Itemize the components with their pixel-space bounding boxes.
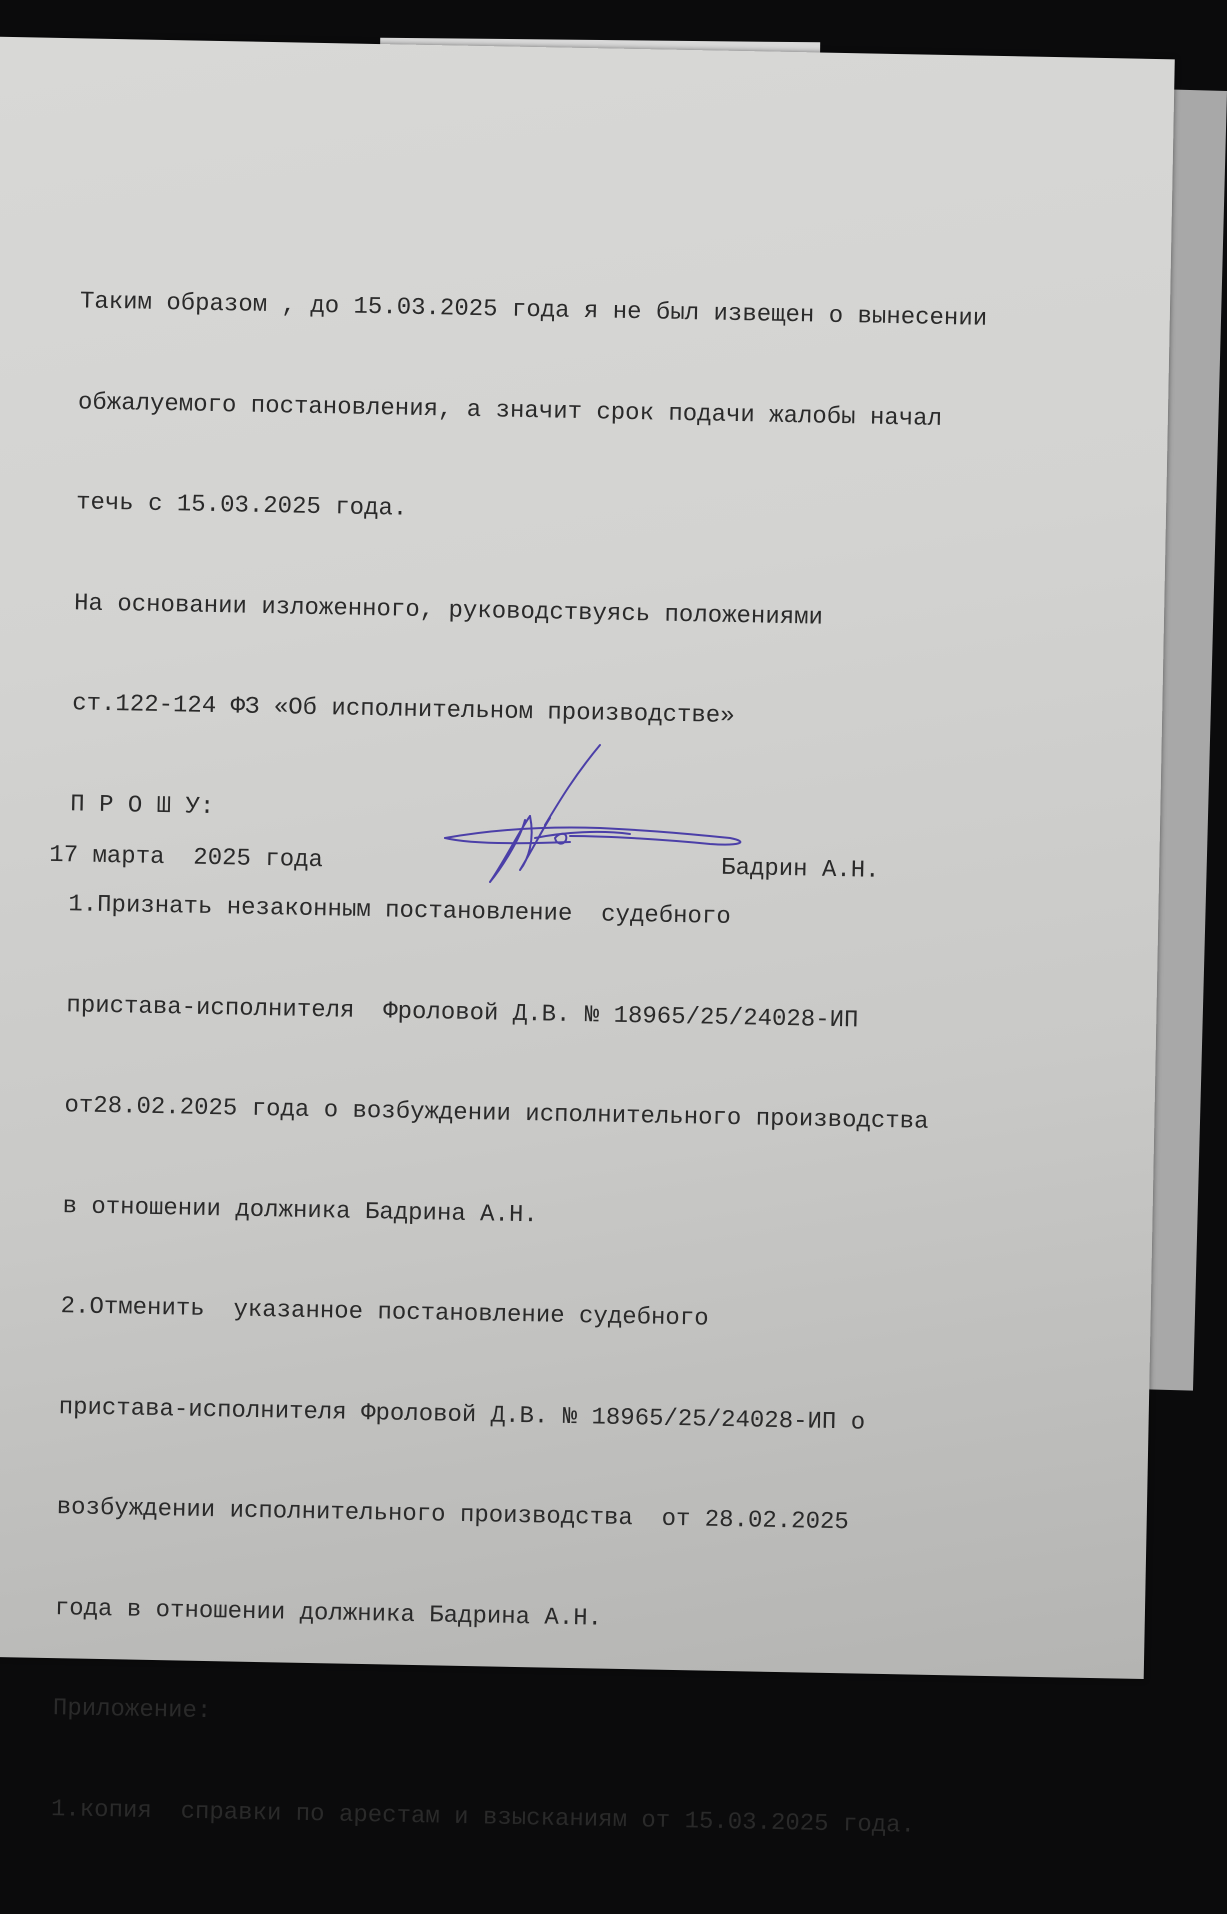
body-line: ст.122-124 ФЗ «Об исполнительном производстве» <box>71 690 735 730</box>
body-line: возбуждении исполнительного производства от 28.02.2025 <box>56 1494 850 1537</box>
document-body <box>49 218 1141 1913</box>
body-line: обжалуемого постановления, а значит срок подачи жалобы начал <box>77 388 943 433</box>
request-heading: П Р О Ш У: <box>70 790 215 821</box>
body-line: пристава-исполнителя Фроловой Д.В. № 18965/25/24028-ИП <box>66 991 859 1034</box>
body-line: течь с 15.03.2025 года. <box>75 489 408 523</box>
body-line: На основании изложенного, руководствуясь положениями <box>73 589 824 632</box>
request-item-1: 1.Признать незаконным постановление судебного <box>68 891 731 931</box>
body-line: Таким образом , до 15.03.2025 года я не был извещен о вынесении <box>79 288 988 333</box>
body-line: года в отношении должника Бадрина А.Н. <box>54 1594 603 1633</box>
body-line: пристава-исполнителя Фроловой Д.В. № 18965/25/24028-ИП о <box>58 1393 866 1437</box>
signature-date: 17 марта 2025 года <box>49 841 324 875</box>
handwritten-signature-icon <box>370 720 690 890</box>
attachments-heading: Приложение: <box>52 1695 212 1726</box>
body-line: от28.02.2025 года о возбуждении исполнительного производства <box>64 1092 929 1136</box>
request-item-2: 2.Отменить указанное постановление судебного <box>60 1293 709 1333</box>
attachment-item-1: 1.копия справки по арестам и взысканиям от 15.03.2025 года. <box>50 1795 916 1840</box>
body-line: в отношении должника Бадрина А.Н. <box>62 1192 539 1229</box>
signatory-name: Бадрин А.Н. <box>720 854 880 885</box>
